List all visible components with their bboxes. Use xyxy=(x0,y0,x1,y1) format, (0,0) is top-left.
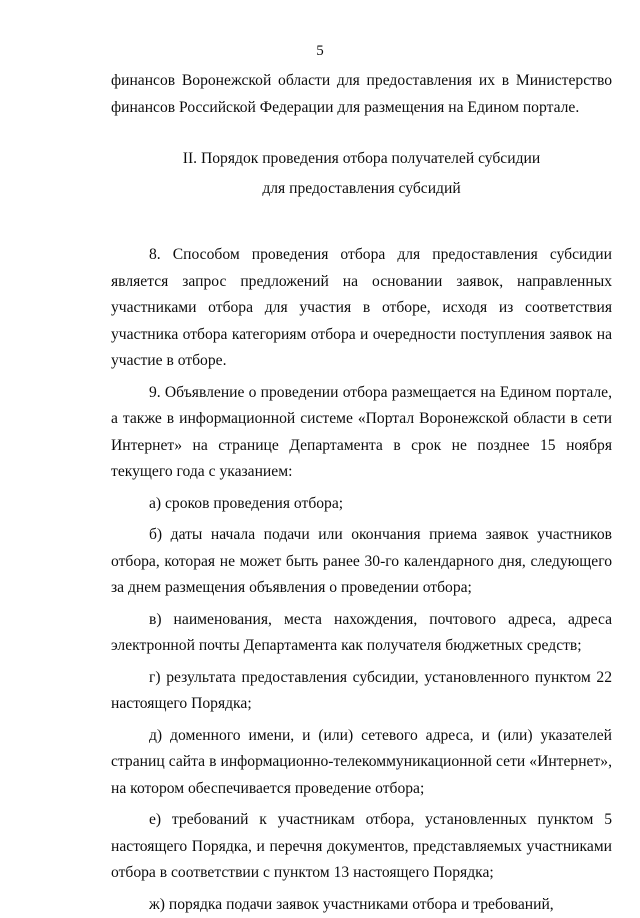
list-item-v: в) наименования, места нахождения, почтового адреса, адреса электронной почты Департамента как получателя бюджетных средств; xyxy=(111,607,612,660)
intro-paragraph: финансов Воронежской области для предоставления их в Министерство финансов Российской Федерации для размещения на Едином портале. xyxy=(111,68,612,121)
page-number: 5 xyxy=(0,38,640,65)
list-item-g: г) результата предоставления субсидии, установленного пунктом 22 настоящего Порядка; xyxy=(111,665,612,718)
list-item-a: а) сроков проведения отбора; xyxy=(111,491,612,518)
section-heading-line-2: для предоставления субсидий xyxy=(111,174,612,204)
section-heading xyxy=(111,144,612,204)
list-item-d: д) доменного имени, и (или) сетевого адреса, и (или) указателей страниц сайта в информационно-телекоммуникационной сети «Интернет», на котором обеспечивается проведение отбора; xyxy=(111,723,612,803)
paragraph-9: 9. Объявление о проведении отбора размещается на Едином портале, а также в информационной системе «Портал Воронежской области в сети Интернет» на странице Департамента в срок не позднее 15 ноября текущего года с указанием: xyxy=(111,380,612,486)
section-heading-line-1: II. Порядок проведения отбора получателей субсидии xyxy=(111,144,612,174)
list-item-e: е) требований к участникам отбора, установленных пунктом 5 настоящего Порядка, и перечня документов, представляемых участниками отбора в соответствии с пунктом 13 настоящего Порядка; xyxy=(111,807,612,887)
paragraph-8: 8. Способом проведения отбора для предоставления субсидии является запрос предложений на основании заявок, направленных участниками отбора для участия в отборе, исходя из соответствия участника отбора категориям отбора и очередности поступления заявок на участие в отборе. xyxy=(111,242,612,375)
document-body xyxy=(111,68,612,918)
list-item-b: б) даты начала подачи или окончания приема заявок участников отбора, которая не может быть ранее 30-го календарного дня, следующего за днем размещения объявления о проведении отбора; xyxy=(111,522,612,602)
list-item-zh: ж) порядка подачи заявок участниками отбора и требований, xyxy=(111,892,612,918)
